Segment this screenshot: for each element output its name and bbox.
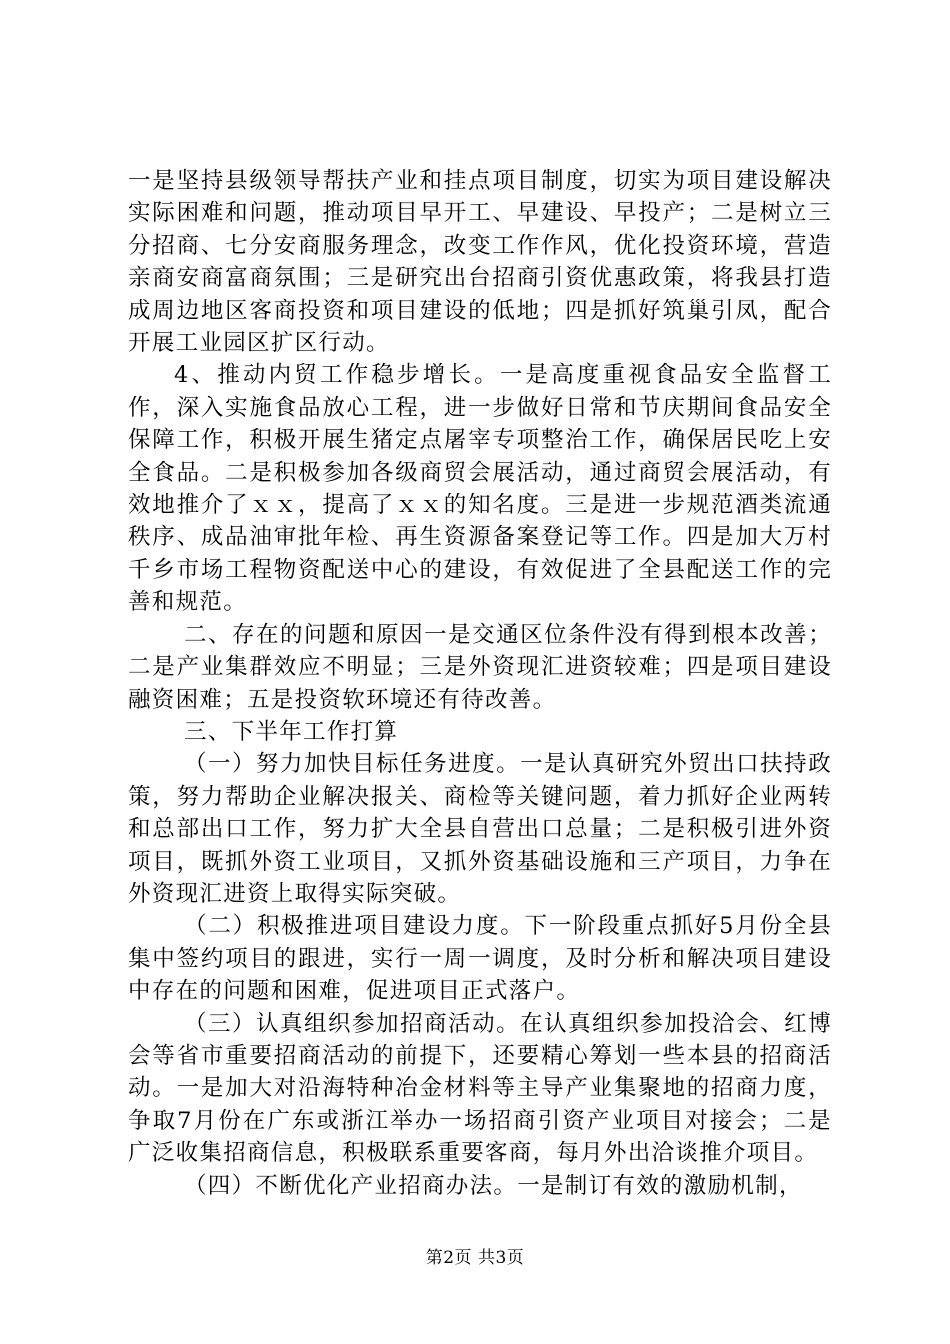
paragraph-project-support: 一是坚持县级领导帮扶产业和挂点项目制度，切实为项目建设解决实际困难和问题，推动项目早开工、早建设、早投产；二是树立三分招商、七分安商服务理念，改变工作作风，优化投资环境，营造亲商安商富商氛围；三是研究出台招商引资优惠政策，将我县打造成周边地区客商投资和项目建设的低地；四是抓好筑巢引凤，配合开展工业园区扩区行动。	[128, 168, 832, 357]
paragraph-plan-item-3: （三）认真组织参加招商活动。在认真组织参加投洽会、红博会等省市重要招商活动的前提下，还要精心筹划一些本县的招商活动。一是加大对沿海特种冶金材料等主导产业集聚地的招商力度，争取7月份在广东或浙江举办一场招商引资产业项目对接会；二是广泛收集招商信息，积极联系重要客商，每月外出洽谈推介项目。	[128, 1010, 832, 1167]
paragraph-problems-causes: 二、存在的问题和原因一是交通区位条件没有得到根本改善；二是产业集群效应不明显；三是外资现汇进资较难；四是项目建设融资困难；五是投资软环境还有待改善。	[128, 621, 832, 713]
paragraph-plan-item-1: （一）努力加快目标任务进度。一是认真研究外贸出口扶持政策，努力帮助企业解决报关、商检等关键问题，着力抓好企业两转和总部出口工作，努力扩大全县自营出口总量；二是积极引进外资项目，既抓外资工业项目，又抓外资基础设施和三产项目，力争在外资现汇进资上取得实际突破。	[128, 751, 832, 907]
paragraph-plan-item-4: （四）不断优化产业招商办法。一是制订有效的激励机制，	[184, 1172, 803, 1199]
section-heading-second-half-plan: 三、下半年工作打算	[184, 718, 399, 745]
document-body	[128, 165, 832, 1202]
page-number-footer: 第2页 共3页	[425, 1248, 525, 1268]
paragraph-plan-item-2: （二）积极推进项目建设力度。下一阶段重点抓好5月份全县集中签约项目的跟进，实行一周一调度，及时分析和解决项目建设中存在的问题和困难，促进项目正式落户。	[128, 913, 832, 1005]
paragraph-domestic-trade: 4、推动内贸工作稳步增长。一是高度重视食品安全监督工作，深入实施食品放心工程，进一步做好日常和节庆期间食品安全保障工作，积极开展生猪定点屠宰专项整治工作，确保居民吃上安全食品。二是积极参加各级商贸会展活动，通过商贸会展活动，有效地推介了ｘｘ，提高了ｘｘ的知名度。三是进一步规范酒类流通秩序、成品油审批年检、再生资源备案登记等工作。四是加大万村千乡市场工程物资配送中心的建设，有效促进了全县配送工作的完善和规范。	[128, 362, 832, 616]
